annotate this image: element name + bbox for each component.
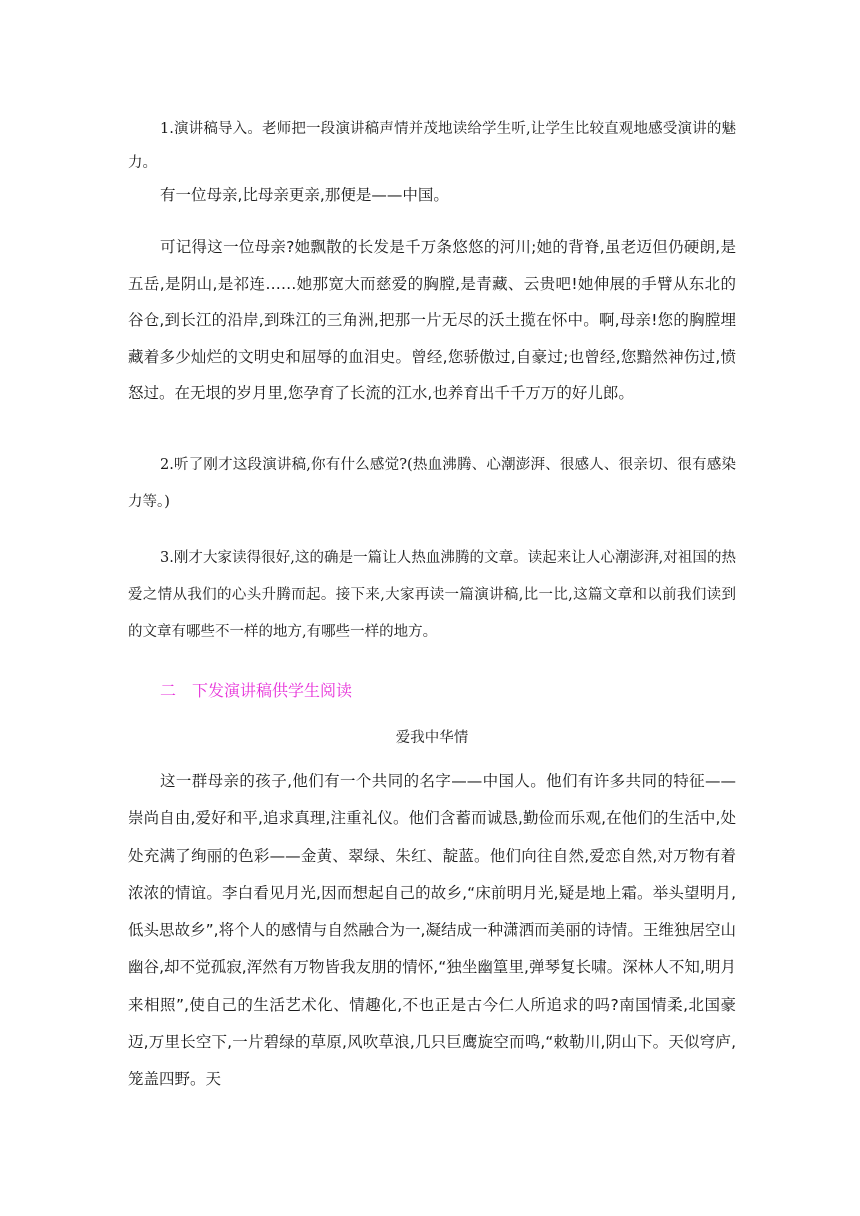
section-heading: 二 下发演讲稿供学生阅读 xyxy=(160,681,353,700)
speech-paragraph: 可记得这一位母亲?她飘散的长发是千万条悠悠的河川;她的背脊,虽老迈但仍硬朗,是五岳,是阴山,是祁连……她那宽大而慈爱的胸膛,是青藏、云贵吧!她伸展的手臂从东北的谷仓,到长江的沿岸,到珠江的三角洲,把那一片无尽的沃土揽在怀中。啊,母亲!您的胸膛埋藏着多少灿烂的文明史和屈辱的血泪史。曾经,您骄傲过,自豪过;也曾经,您黯然神伤过,愤怒过。在无垠的岁月里,您孕育了长流的江水,也养育出千千万万的好儿郎。 xyxy=(128,238,736,402)
article-body: 这一群母亲的孩子,他们有一个共同的名字——中国人。他们有许多共同的特征——崇尚自由,爱好和平,追求真理,注重礼仪。他们含蓄而诚恳,勤俭而乐观,在他们的生活中,处处充满了绚丽的色彩——金黄、翠绿、朱红、靛蓝。他们向往自然,爱恋自然,对万物有着浓浓的情谊。李白看见月光,因而想起自己的故乡,“床前明月光,疑是地上霜。举头望明月,低头思故乡”,将个人的感情与自然融合为一,凝结成一种潇洒而美丽的诗情。王维独居空山幽谷,却不觉孤寂,浑然有万物皆我友朋的情怀,“独坐幽篁里,弹琴复长啸。深林人不知,明月来相照”,使自己的生活艺术化、情趣化,不也正是古今仁人所追求的吗?南国情柔,北国豪迈,万里长空下,一片碧绿的草原,风吹草浪,几只巨鹰旋空而鸣,“敕勒川,阴山下。天似穹庐,笼盖四野。天 xyxy=(128,772,736,1089)
intro-step-1: 1.演讲稿导入。老师把一段演讲稿声情并茂地读给学生听,让学生比较直观地感受演讲的魅力。 xyxy=(128,121,736,171)
intro-step-2: 2.听了刚才这段演讲稿,你有什么感觉?(热血沸腾、心潮澎湃、很感人、很亲切、很有感染力等。) xyxy=(128,457,736,510)
speech-opening-line: 有一位母亲,比母亲更亲,那便是——中国。 xyxy=(160,186,449,204)
article-title: 爱我中华情 xyxy=(395,730,469,746)
intro-step-3: 3.刚才大家读得很好,这的确是一篇让人热血沸腾的文章。读起来让人心潮澎湃,对祖国的热爱之情从我们的心头升腾而起。接下来,大家再读一篇演讲稿,比一比,这篇文章和以前我们读到的文章有哪些不一样的地方,有哪些一样的地方。 xyxy=(128,550,736,640)
